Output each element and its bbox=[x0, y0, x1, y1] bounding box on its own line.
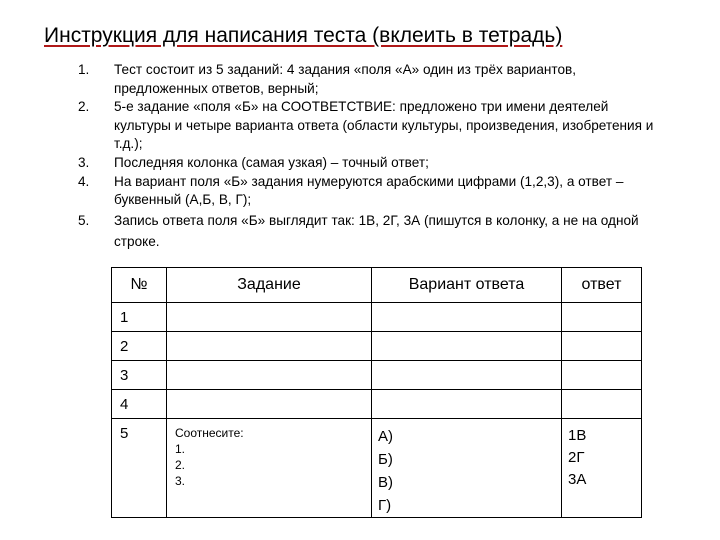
instruction-text: Запись ответа поля «Б» выглядит так: 1В, 2Г, 3А (пишутся в колонку, а не на одной строке. bbox=[114, 212, 639, 249]
instruction-number: 5. bbox=[78, 212, 90, 228]
instruction-text: Последняя колонка (самая узкая) – точный ответ; bbox=[114, 154, 429, 170]
instruction-number: 1. bbox=[78, 62, 90, 77]
task-item: 1. bbox=[175, 442, 186, 456]
header-number: № bbox=[112, 268, 167, 303]
answer-item: 3А bbox=[568, 471, 587, 488]
row-number: 5 bbox=[112, 419, 167, 518]
row-number: 1 bbox=[112, 303, 167, 332]
answer-cell bbox=[562, 303, 642, 332]
instruction-item bbox=[78, 173, 658, 210]
option-item: Б) bbox=[378, 451, 393, 468]
instruction-number: 3. bbox=[78, 154, 90, 170]
page-title: Инструкция для написания теста (вклеить в тетрадь) bbox=[44, 24, 563, 47]
instruction-number: 4. bbox=[78, 173, 90, 189]
row-number: 2 bbox=[112, 332, 167, 361]
task-cell bbox=[167, 332, 372, 361]
header-variant: Вариант ответа bbox=[372, 268, 562, 303]
answer-cell bbox=[562, 390, 642, 419]
task-cell bbox=[167, 419, 372, 518]
instruction-list bbox=[78, 61, 658, 252]
option-item: А) bbox=[378, 428, 393, 445]
variant-cell bbox=[372, 303, 562, 332]
answer-cell bbox=[562, 332, 642, 361]
task-cell bbox=[167, 390, 372, 419]
variant-cell bbox=[372, 390, 562, 419]
task-cell bbox=[167, 361, 372, 390]
header-task: Задание bbox=[167, 268, 372, 303]
task-item: 2. bbox=[175, 458, 186, 472]
instruction-item bbox=[78, 98, 658, 154]
header-answer: ответ bbox=[562, 268, 642, 303]
instruction-text: На вариант поля «Б» задания нумеруются арабскими цифрами (1,2,3), а ответ – буквенный (А,Б, В, Г); bbox=[114, 173, 624, 208]
table-row bbox=[112, 419, 642, 518]
table-row bbox=[112, 303, 642, 332]
task-title: Соотнесите: bbox=[175, 426, 244, 440]
instruction-text: Тест состоит из 5 заданий: 4 задания «поля «А» один из трёх вариантов, предложенных ответов, верный; bbox=[114, 62, 577, 96]
instruction-number: 2. bbox=[78, 99, 90, 115]
row-number: 3 bbox=[112, 361, 167, 390]
option-item: Г) bbox=[378, 497, 392, 514]
instruction-item bbox=[78, 61, 658, 98]
answer-cell bbox=[562, 361, 642, 390]
table-row bbox=[112, 332, 642, 361]
task-item: 3. bbox=[175, 474, 186, 488]
instruction-item bbox=[78, 154, 658, 173]
variant-cell bbox=[372, 332, 562, 361]
row-number: 4 bbox=[112, 390, 167, 419]
table-header-row bbox=[112, 268, 642, 303]
answer-item: 1В bbox=[568, 427, 587, 444]
option-item: В) bbox=[378, 474, 393, 491]
variant-cell bbox=[372, 361, 562, 390]
answer-cell bbox=[562, 419, 642, 518]
variant-cell bbox=[372, 419, 562, 518]
answer-table bbox=[111, 267, 642, 518]
instruction-item bbox=[78, 210, 658, 252]
instruction-text: 5-е задание «поля «Б» на СООТВЕТСТВИЕ: предложено три имени деятелей культуры и четыре варианта ответа (области культуры, произведения, изобретения и т.д.); bbox=[114, 99, 654, 152]
table-row bbox=[112, 390, 642, 419]
answer-item: 2Г bbox=[568, 449, 585, 466]
table-row bbox=[112, 361, 642, 390]
task-cell bbox=[167, 303, 372, 332]
